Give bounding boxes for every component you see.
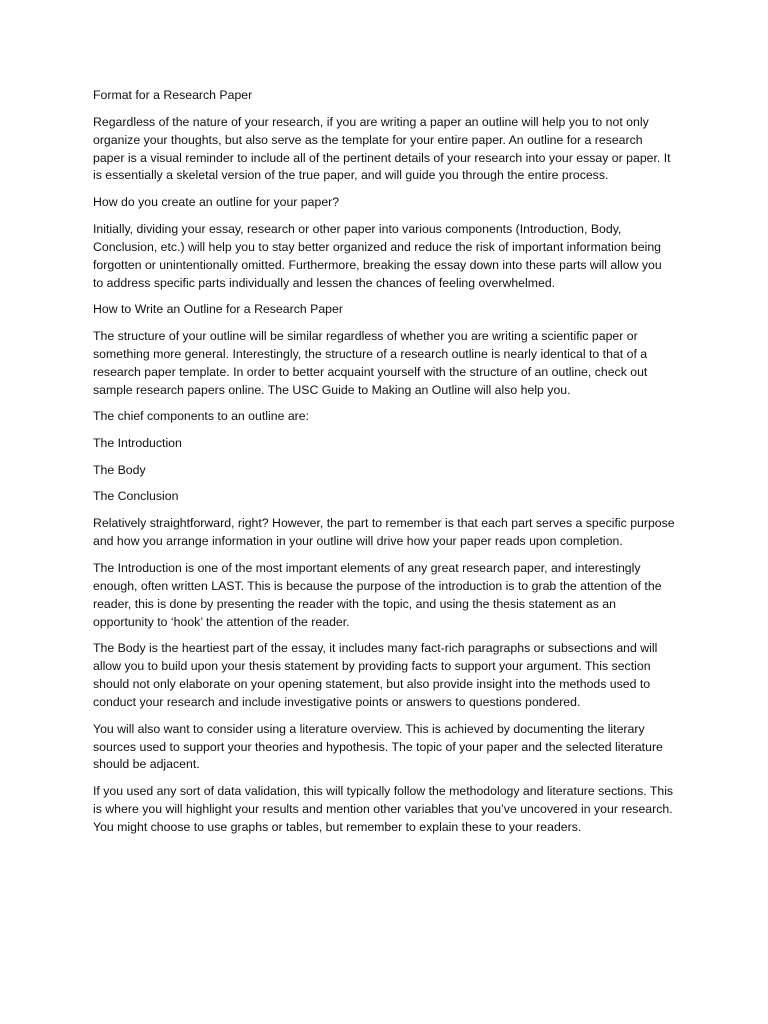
paragraph-dividing: Initially, dividing your essay, research or other paper into various components (Introduction, Body, Conclusion, etc.) will help you to stay better organized and reduce the risk of important information being forgotten or unintentionally omitted. Furthermore, breaking the essay down into these parts will allow you to address specific parts individually and lessen the chances of feeling overwhelmed. — [93, 221, 662, 290]
list-item-conclusion: The Conclusion — [93, 489, 179, 504]
paragraph-body: The Body is the heartiest part of the essay, it includes many fact-rich paragraphs or subsections and will allow you to build upon your thesis statement by providing facts to support your argument. This section should not only elaborate on your opening statement, but also provide insight into the methods used to conduct your research and include investigative points or answers to questions pondered. — [93, 641, 658, 709]
list-item-introduction: The Introduction — [93, 436, 182, 451]
paragraph-structure: The structure of your outline will be similar regardless of whether you are writing a scientific paper or something more general. Interestingly, the structure of a research outline is nearly identical to that of a research paper template. In order to better acquaint yourself with the structure of an outline, check out sample research papers online. The USC Guide to Making an Outline will also help you. — [93, 328, 648, 397]
paragraph-data-validation: If you used any sort of data validation, this will typically follow the methodology and literature sections. This is where you will highlight your results and mention other variables that you’ve uncovered in your research. You might choose to use graphs or tables, but remember to explain these to your readers. — [93, 784, 674, 834]
document-page — [93, 87, 675, 846]
list-item-body: The Body — [93, 462, 146, 477]
heading-write-outline: How to Write an Outline for a Research Paper — [93, 302, 343, 317]
document-title: Format for a Research Paper — [93, 88, 253, 102]
heading-create-outline: How do you create an outline for your paper? — [93, 195, 340, 210]
paragraph-intro: Regardless of the nature of your research, if you are writing a paper an outline will help you to not only organize your thoughts, but also serve as the template for your entire paper. An outline for a research paper is a visual reminder to include all of the pertinent details of your research into your essay or paper. It is essentially a skeletal version of the true paper, and will guide you through the entire process. — [93, 114, 671, 183]
paragraph-straightforward: Relatively straightforward, right? However, the part to remember is that each part serves a specific purpose and how you arrange information in your outline will drive how your paper reads upon completion. — [93, 516, 675, 549]
paragraph-literature-overview: You will also want to consider using a literature overview. This is achieved by documenting the literary sources used to support your theories and hypothesis. The topic of your paper and the selected literature should be adjacent. — [93, 721, 663, 772]
paragraph-introduction: The Introduction is one of the most important elements of any great research paper, and interestingly enough, often written LAST. This is because the purpose of the introduction is to grab the attention of the reader, this is done by presenting the reader with the topic, and using the thesis statement as an opportunity to ‘hook’ the attention of the reader. — [93, 560, 662, 629]
paragraph-chief-components: The chief components to an outline are: — [93, 409, 310, 424]
